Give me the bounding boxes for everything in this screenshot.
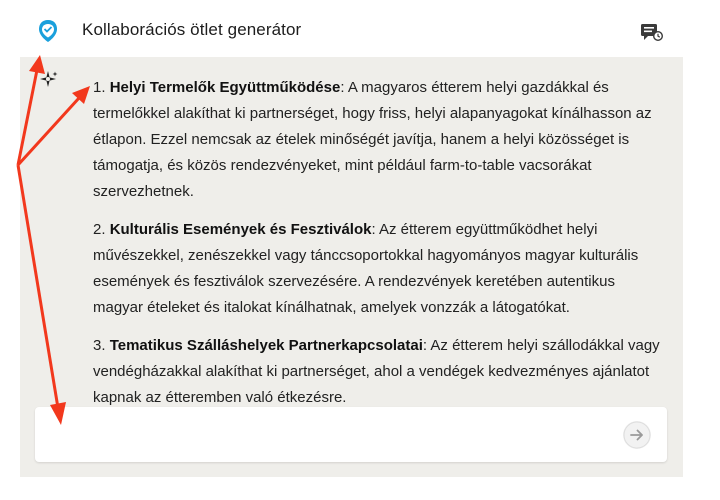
message-composer[interactable] [35,407,667,462]
list-item [93,333,668,407]
message-input[interactable] [49,417,613,453]
assistant-message [93,75,668,407]
chat-history-icon[interactable] [640,22,664,42]
header [0,0,720,60]
list-item [93,75,668,205]
app-title: Kollaborációs ötlet generátor [82,20,302,39]
item-text: : A magyaros étterem helyi gazdákkal és termelőkkel alakíthat ki partnerséget, hogy friss, helyi alapanyagokat kínálhasson az étlapon. Ezzel nemcsak az ételek minőségét javítja, hanem a helyi közösséget is támogatja, és közös rendezvényeket, mint például farm-to-table vacsorákat szervezhetnek. [93,79,652,200]
chat-panel [20,57,683,477]
item-number: 1. [93,79,106,96]
item-title: Helyi Termelők Együttműködése [109,79,341,96]
ai-badge-icon [37,19,59,43]
item-number: 3. [93,337,106,354]
item-number: 2. [93,221,106,238]
item-text: : Az étterem helyi szállodákkal vagy vendégházakkal alakíthat ki partnerséget, ahol a vendégek kedvezményes ajánlatot kapnak az étteremben való étkezésre. [93,337,660,406]
list-item [93,217,668,321]
arrow-right-icon[interactable] [623,421,651,449]
item-title: Kulturális Események és Fesztiválok [109,221,372,238]
item-title: Tematikus Szálláshelyek Partnerkapcsolatai [109,337,423,354]
ai-sparkle-icon [38,69,60,91]
item-text: : Az étterem együttműködhet helyi művészekkel, zenészekkel vagy tánccsoportokkal hagyományos magyar kulturális események és fesztiválok szervezésére. A rendezvények keretében autentikus magyar ételeket és italokat kínálhatnak, amelyek vonzzák a látogatókat. [93,221,639,316]
